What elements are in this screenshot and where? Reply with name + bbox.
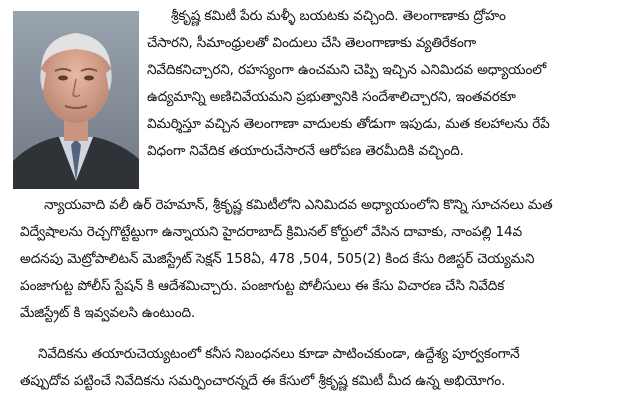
text-line: నివేదికను తయారుచెయ్యటంలో కనీస నిబంధనలు కూడా పాటించకుండా, ఉద్దేశ్య పూర్వకంగానే <box>38 346 520 362</box>
text-line: మేజిస్ట్రేట్ కి ఇవ్వవలసి ఉంటుంది. <box>20 305 196 321</box>
text-line: న్యాయవాది వలీ ఉర్ రెహమాన్, శ్రీకృష్ణ కమిటీలోని ఎనిమిదవ అధ్యాయంలోని కొన్ని సూచనలు మత <box>44 197 553 213</box>
paragraph-1 <box>147 3 550 165</box>
text-line: చేసారని, సీమాంధ్రులతో విందులు చేసి తెలంగాణాకు వ్యతిరేకంగా <box>147 35 476 51</box>
text-line: ఉద్యమాన్ని అణిచివేయమని ప్రభుత్వానికి సందేశాలిచ్చారని, ఇంతవరకూ <box>147 89 516 105</box>
paragraph-2 <box>20 192 553 327</box>
paragraph-3 <box>20 341 519 395</box>
portrait-photo <box>13 11 139 189</box>
text-line: పంజాగుట్ట పోలీస్ స్టేషన్ కి ఆదేశమిచ్చారు. పంజాగుట్ట పోలీసులు ఈ కేసు విచారణ చేసి నివేదిక <box>20 278 505 294</box>
portrait-illustration <box>13 11 139 189</box>
text-line: విధంగా నివేదిక తయారుచేసారనే ఆరోపణ తెరమీదికి వచ్చింది. <box>147 143 464 159</box>
text-line: తప్పుదోవ పట్టించే నివేదికను సమర్పించారన్నదే ఈ కేసులో శ్రీకృష్ణ కమిటీ మీద ఉన్న అభియోగం. <box>20 373 506 389</box>
text-line: శ్రీకృష్ణ కమిటీ పేరు మళ్ళీ బయటకు వచ్చింది. తెలంగాణాకు ద్రోహం <box>171 8 506 24</box>
text-line: అదనపు మెట్రోపాలిటన్ మెజిస్ట్రేట్ సెక్షన్ 158ఏ, 478 ,504, 505(2) కింద కేసు రిజిస్టర్ చెయ్యమని <box>20 251 535 267</box>
text-line: విమర్శిస్తూ వచ్చిన తెలంగాణా వాదులకు తోడుగా ఇపుడు, మత కలహాలను రేపే <box>147 116 550 132</box>
text-line: నివేదికనిచ్చారని, రహస్యంగా ఉంచమని చెప్పి ఇచ్చిన ఎనిమిదవ అధ్యాయంలో <box>147 62 547 78</box>
text-line: విద్వేషాలను రెచ్చగొట్టేట్టుగా ఉన్నాయని హైదరాబాద్ క్రిమినల్ కోర్టులో వేసిన దావాకు, నాంపల్లి 14వ <box>20 224 523 240</box>
